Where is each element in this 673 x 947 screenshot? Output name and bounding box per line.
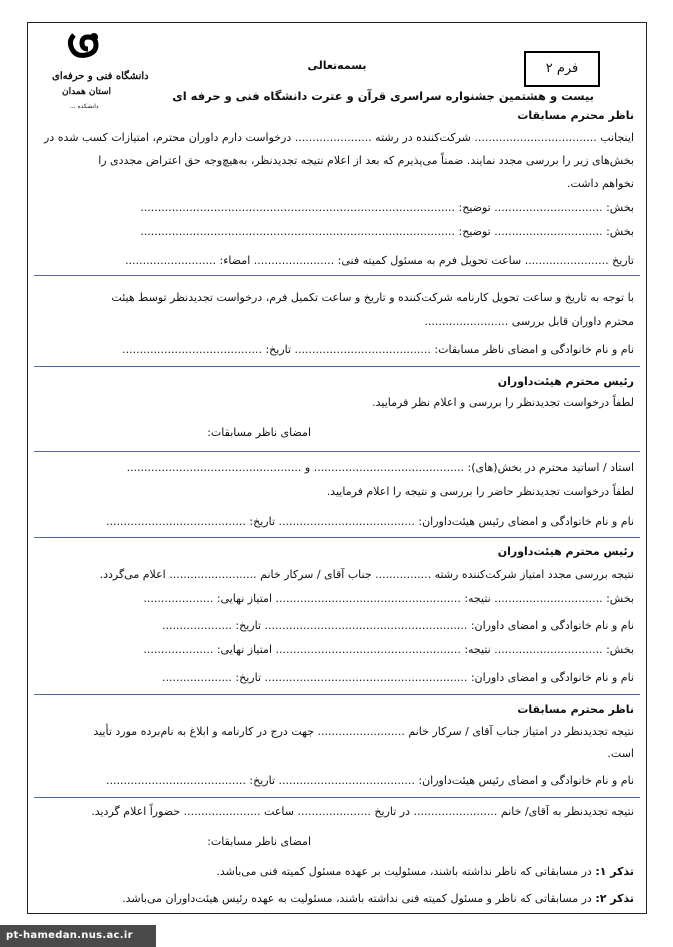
university-logo [44, 31, 149, 116]
section3-heading: رئیس محترم هیئت‌داوران [497, 375, 634, 388]
note-2 [122, 892, 634, 905]
section5-line1: نتیجه بررسی مجدد امتیاز شرکت‌کننده رشته ................ جناب آقای / سرکار خانم ......................... اعلام می‌گردد. [99, 568, 634, 581]
section5-line5: نام و نام خانوادگی و امضای داوران: .......................................................... تاریخ: .................... [162, 671, 634, 684]
section1-line2: بخش‌های زیر را بررسی مجدد نمایند. ضمناً می‌پذیرم که بعد از اعلام نتیجه تجدیدنظر، به‌هیچ‌وجه حق اعتراض مجددی را [98, 154, 634, 167]
section6-line3: نام و نام خانوادگی و امضای رئیس هیئت‌داوران: ....................................... تاریخ: ........................................ [106, 774, 634, 787]
section2-line2: محترم داوران قابل بررسی ........................ [424, 315, 634, 328]
section1-line3: نخواهم داشت. [567, 177, 634, 190]
site-watermark: pt-hamedan.nus.ac.ir [0, 925, 156, 947]
section4-line1: استاد / اساتید محترم در بخش(های): ........................................... و .................................................. [126, 461, 634, 474]
section5-line4: بخش: ............................... نتیجه: ..................................................... امتیاز نهایی: .................... [143, 643, 634, 656]
section7-line2: امضای ناظر مسابقات: [207, 835, 311, 848]
note-1 [216, 865, 634, 878]
section7-line1: نتیجه تجدیدنظر به آقای/ خانم ........................ در تاریخ ..................... ساعت ...................... حضوراً اعلام گردید. [91, 805, 634, 818]
logo-text-line1: دانشگاه فنی و حرفه‌ای [52, 71, 149, 82]
form-page [27, 22, 647, 914]
note-2-label: تذکر ۲: [595, 892, 634, 905]
section1-line1: اینجانب ................................... شرکت‌کننده در رشته ...................... درخواست دارم داوران محترم، امتیازات کسب شده در [44, 131, 634, 144]
note-1-text: در مسابقاتی که ناظر نداشته باشند، مسئولیت بر عهده مسئول کمیته فنی می‌باشد. [216, 865, 592, 878]
section1-line4: بخش: ............................... توضیح: .......................................................................................... [140, 201, 634, 214]
section6-heading: ناظر محترم مسابقات [517, 703, 634, 716]
divider-3 [34, 451, 640, 452]
logo-text-line3: دانشکده ... [70, 103, 99, 110]
section5-heading: رئیس محترم هیئت‌داوران [497, 545, 634, 558]
section4-line3: نام و نام خانوادگی و امضای رئیس هیئت‌داوران: ....................................... تاریخ: ........................................ [106, 515, 634, 528]
section3-line2: امضای ناظر مسابقات: [207, 426, 311, 439]
section3-line1: لطفاً درخواست تجدیدنظر را بررسی و اعلام نظر فرمایید. [372, 396, 634, 409]
note-2-text: در مسابقاتی که ناظر و مسئول کمیته فنی نداشته باشند، مسئولیت به عهده رئیس هیئت‌داوران می‌باشد. [122, 892, 592, 905]
section6-line1: نتیجه تجدیدنظر در امتیاز جناب آقای / سرکار خانم ......................... جهت درج در کارنامه و ابلاغ به نام‌برده مورد تأیید [93, 725, 634, 738]
section4-line2: لطفاً درخواست تجدیدنظر حاضر را بررسی و نتیجه را اعلام فرمایید. [326, 485, 634, 498]
section2-line3: نام و نام خانوادگی و امضای ناظر مسابقات: ....................................... تاریخ: ........................................ [122, 343, 634, 356]
section5-line3: نام و نام خانوادگی و امضای داوران: .......................................................... تاریخ: .................... [162, 619, 634, 632]
section5-line2: بخش: ............................... نتیجه: ..................................................... امتیاز نهایی: .................... [143, 592, 634, 605]
divider-1 [34, 275, 640, 276]
divider-4 [34, 537, 640, 538]
form-number-box: فرم ۲ [524, 51, 600, 87]
bismillah-heading: بسمه‌تعالی [307, 59, 367, 72]
divider-6 [34, 797, 640, 798]
section2-line1: با توجه به تاریخ و ساعت تحویل کارنامه شرکت‌کننده و تاریخ و ساعت تکمیل فرم، درخواست تجدیدنظر توسط هیئت [111, 291, 634, 304]
note-1-label: تذکر ۱: [595, 865, 634, 878]
divider-2 [34, 366, 640, 367]
section1-line5: بخش: ............................... توضیح: .......................................................................................... [140, 225, 634, 238]
section1-line6: تاریخ ........................ ساعت تحویل فرم به مسئول کمیته فنی: ....................... امضاء: .......................... [125, 254, 634, 267]
document-title: بیست و هشتمین جشنواره سراسری قرآن و عترت دانشگاه فنی و حرفه ای [172, 89, 594, 103]
divider-5 [34, 694, 640, 695]
logo-text-line2: استان همدان [62, 87, 112, 97]
section1-heading: ناظر محترم مسابقات [517, 109, 634, 122]
section6-line2: است. [607, 747, 634, 760]
